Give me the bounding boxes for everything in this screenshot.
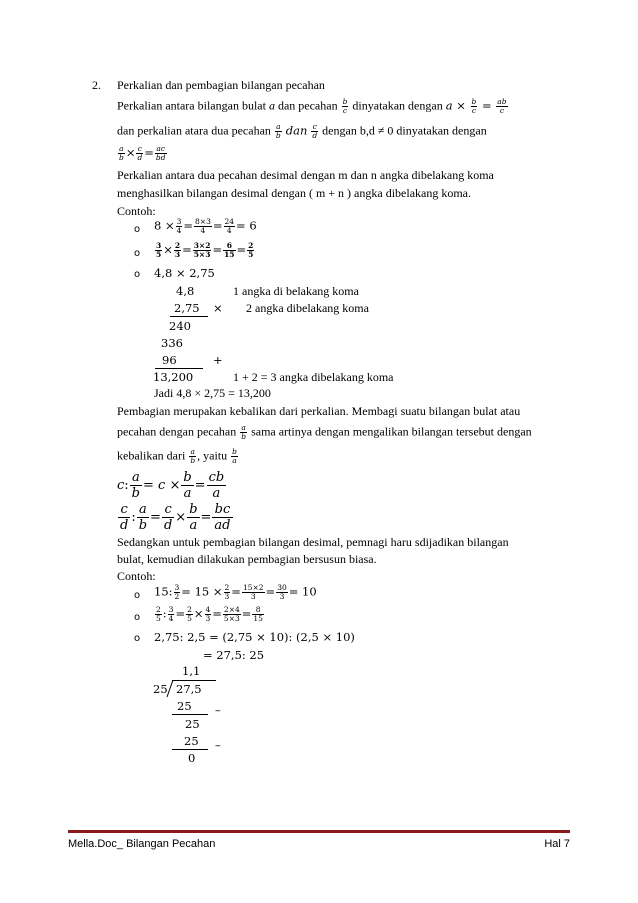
work-row-6: 13,200 (153, 370, 194, 384)
work-row-6-note: 1 + 2 = 3 angka dibelakang koma (233, 370, 394, 384)
long-div-step-1-op: – (215, 703, 221, 717)
mult-example-2: $\frac{3}{5}$ × $\frac{2}{3}$ = $\frac{3\times 2}{5\times 3}$ = $\frac{6}{15}$ = $\frac{2}{5}$ (156, 241, 254, 259)
division-line-1: Pembagian merupakan kebalikan dari perkalian. Membagi suatu bilangan bulat atau (117, 404, 521, 418)
decimal-rule-line-1: Perkalian antara dua pecahan desimal dengan m dan n angka dibelakang koma (117, 168, 494, 182)
work-row-5: 96 (162, 353, 177, 367)
intro-line-1: Perkalian antara bilangan bulat a dan pecahan $\frac{b}{c}$ dinyatakan dengan a × $\frac{b}{c}$ = $\frac{ab}{c}$ (117, 97, 507, 115)
bullet-icon: o (134, 633, 141, 644)
long-div-rule-2 (172, 749, 208, 750)
long-div-step-3: 25 (184, 734, 199, 748)
bullet-icon: o (134, 248, 141, 259)
footer-page-number: Hal 7 (544, 838, 570, 850)
div-example-2: $\frac{2}{5}$ : $\frac{3}{4}$ = $\frac{2}{5}$ × $\frac{4}{3}$ = $\frac{2\times 4}{5\times 3}$ = $\frac{8}{15}$ (156, 605, 263, 623)
fraction-product-formula: $\frac{a}{b}$ × $\frac{c}{d}$ = $\frac{ac}{bd}$ (119, 144, 166, 162)
work-conclusion: Jadi 4,8 × 2,75 = 13,200 (154, 386, 271, 400)
work-row-1-note: 1 angka di belakang koma (233, 284, 359, 298)
division-formula-1: c: $\frac{a}{b}$ = c × $\frac{b}{a}$ = $\frac{cb}{a}$ (117, 470, 225, 501)
contoh-label-1: Contoh: (117, 204, 156, 218)
mult-example-3-header: 4,8 × 2,75 (154, 266, 215, 280)
work-row-1: 4,8 (176, 284, 195, 298)
bullet-icon: o (134, 612, 141, 623)
division-formula-2: $\frac{c}{d}$ : $\frac{a}{b}$ = $\frac{c}{d}$ × $\frac{b}{a}$ = $\frac{bc}{ad}$ (120, 502, 231, 533)
long-div-remainder: 0 (188, 751, 196, 765)
bullet-icon: o (134, 269, 141, 280)
work-row-5-op: + (213, 353, 223, 367)
work-row-3: 240 (169, 319, 191, 333)
div-example-1: 15: $\frac{3}{2}$ = 15 × $\frac{2}{3}$ = $\frac{15\times 2}{3}$ = $\frac{30}{3}$ = 10 (154, 583, 317, 601)
div-example-3-line-2: = 27,5: 25 (203, 648, 265, 662)
section-title: Perkalian dan pembagian bilangan pecahan (117, 78, 325, 92)
footer-rule (68, 830, 570, 833)
bullet-icon: o (134, 224, 141, 235)
work-row-4: 336 (161, 336, 183, 350)
decimal-division-line-1: Sedangkan untuk pembagian bilangan desimal, pemnagi haru sdijadikan bilangan (117, 535, 509, 549)
intro-line-2: dan perkalian atara dua pecahan $\frac{a}{b}$ dan $\frac{c}{d}$ dengan b,d ≠ 0 dinyatakan dengan (117, 122, 487, 140)
mult-example-1: 8 × $\frac{3}{4}$ = $\frac{8\times 3}{4}$ = $\frac{24}{4}$ = 6 (154, 217, 257, 235)
long-div-divisor: 25 (153, 682, 168, 696)
contoh-label-2: Contoh: (117, 569, 156, 583)
div-example-3-line-1: 2,75: 2,5 = (2,75 × 10): (2,5 × 10) (154, 630, 355, 644)
work-rule-2 (155, 368, 203, 369)
bullet-icon: o (134, 590, 141, 601)
footer-document-name: Mella.Doc_ Bilangan Pecahan (68, 838, 216, 850)
work-rule-1 (170, 316, 208, 317)
section-number: 2. (92, 78, 101, 92)
long-div-step-1: 25 (177, 699, 192, 713)
decimal-division-line-2: bulat, kemudian dilakukan pembagian bersusun biasa. (117, 552, 377, 566)
long-div-step-2: 25 (185, 717, 200, 731)
work-row-2: 2,75 (174, 301, 200, 315)
decimal-rule-line-2: menghasilkan bilangan desimal dengan ( m + n ) angka dibelakang koma. (117, 186, 471, 200)
long-div-step-3-op: – (215, 738, 221, 752)
work-row-2-op: × (213, 301, 223, 315)
long-div-dividend: 27,5 (176, 682, 202, 696)
work-row-2-note: 2 angka dibelakang koma (246, 301, 369, 315)
division-line-3: kebalikan dari $\frac{a}{b}$ , yaitu $\frac{b}{a}$ (117, 447, 237, 465)
long-div-overline (172, 680, 216, 681)
long-div-rule-1 (172, 714, 208, 715)
division-line-2: pecahan dengan pecahan $\frac{a}{b}$ sama artinya dengan mengalikan bilangan tersebut dengan (117, 423, 532, 441)
long-div-quotient: 1,1 (182, 664, 201, 678)
